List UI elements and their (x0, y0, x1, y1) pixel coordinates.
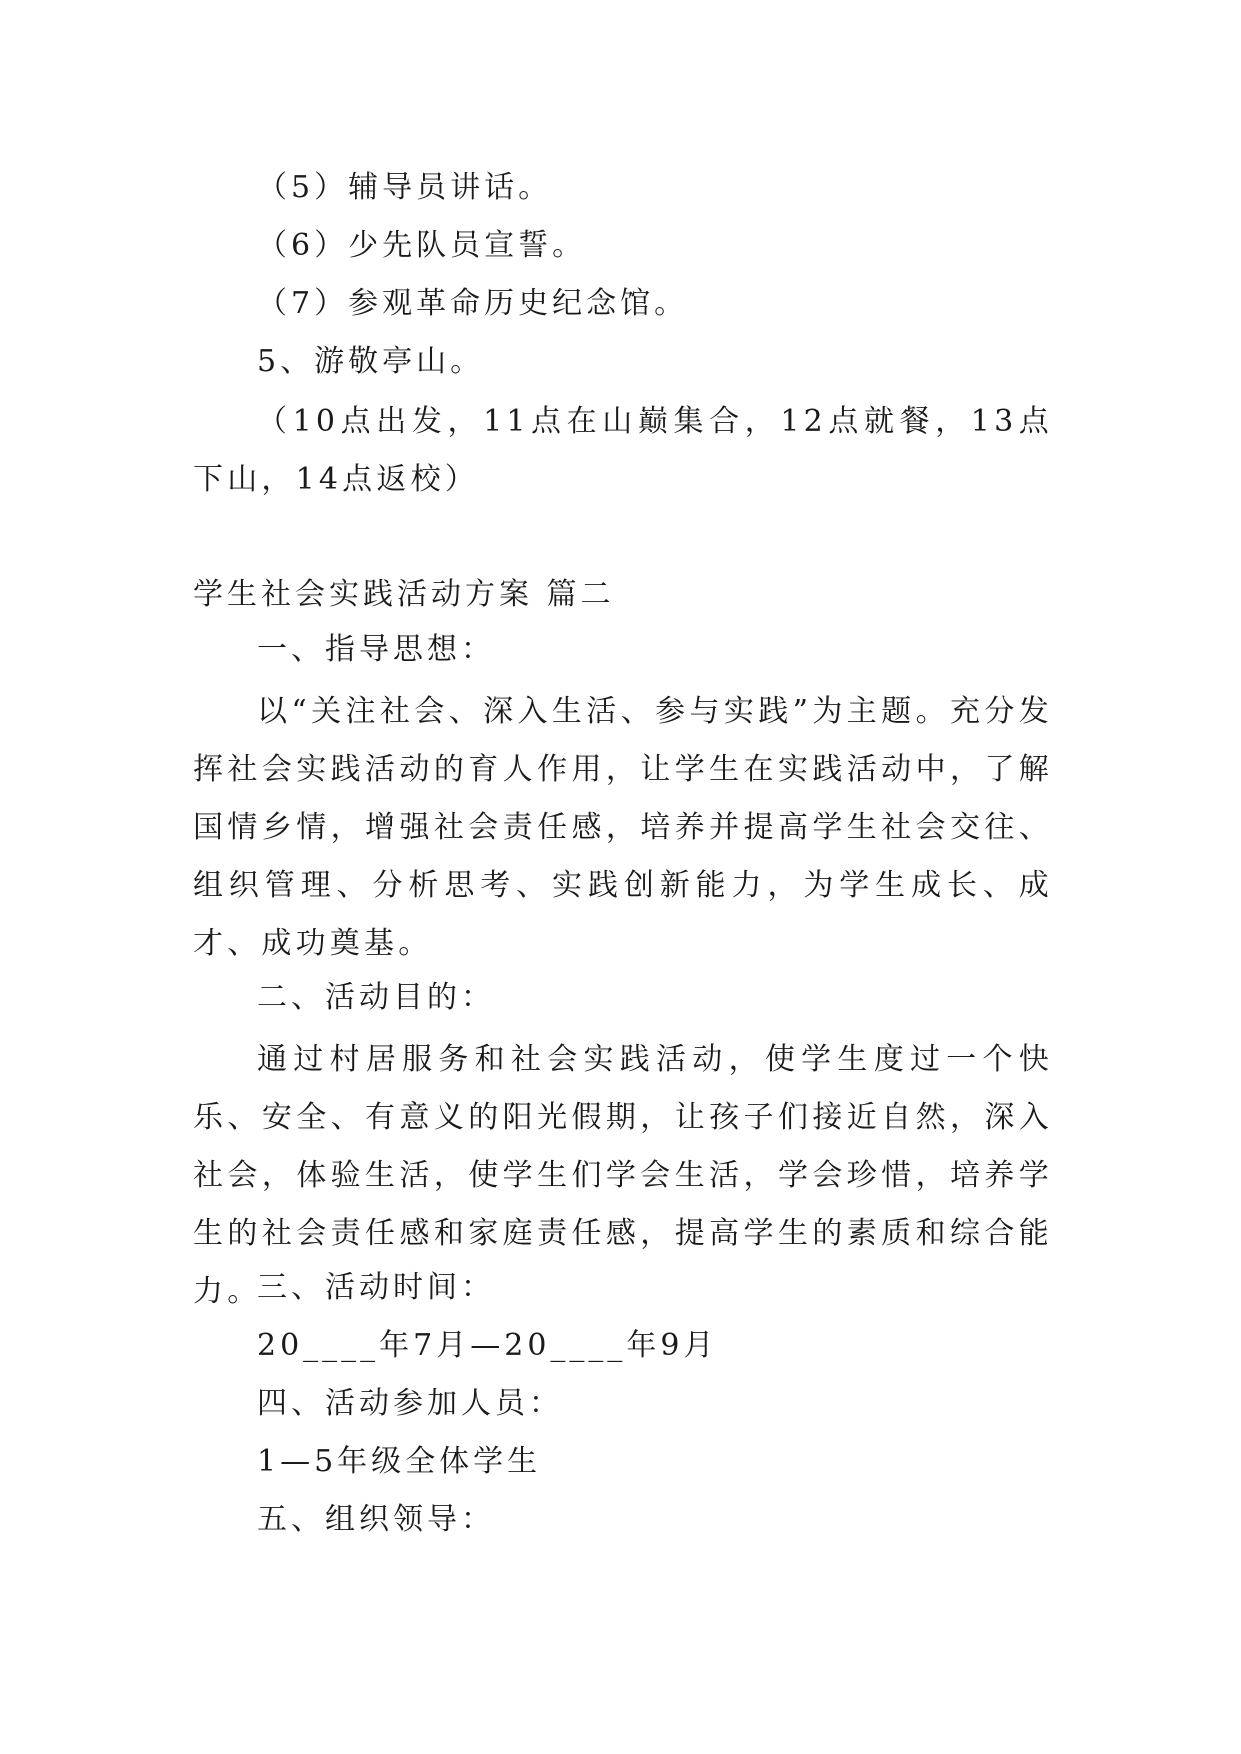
participants-body: 1—5年级全体学生 (257, 1444, 542, 1479)
heading-objectives: 二、活动目的： (257, 980, 495, 1015)
heading-organization: 五、组织领导： (257, 1502, 495, 1537)
list-item-5: （5）辅导员讲话。 (257, 170, 553, 205)
heading-time: 三、活动时间： (257, 1270, 495, 1305)
heading-guiding-ideas: 一、指导思想： (257, 632, 495, 667)
schedule-note: （10点出发，11点在山巅集合，12点就餐，13点下山，14点返校） (193, 404, 1053, 497)
time-body: 20____年7月—20____年9月 (257, 1328, 718, 1363)
section-title: 学生社会实践活动方案 篇二 (193, 577, 615, 612)
guiding-ideas-body: 以“关注社会、深入生活、参与实践”为主题。充分发挥社会实践活动的育人作用，让学生在实践活动中，了解国情乡情，增强社会责任感，培养并提高学生社会交往、组织管理、分析思考、实践创新能力，为学生成长、成才、成功奠基。 (193, 694, 1053, 961)
list-item-6: （6）少先队员宣誓。 (257, 228, 587, 263)
step-5: 5、游敬亭山。 (257, 344, 485, 379)
list-item-7: （7）参观革命历史纪念馆。 (257, 286, 689, 321)
heading-participants: 四、活动参加人员： (257, 1386, 563, 1421)
objectives-body: 通过村居服务和社会实践活动，使学生度过一个快乐、安全、有意义的阳光假期，让孩子们接近自然，深入社会，体验生活，使学生们学会生活，学会珍惜，培养学生的社会责任感和家庭责任感，提高学生的素质和综合能力。 (193, 1042, 1053, 1309)
